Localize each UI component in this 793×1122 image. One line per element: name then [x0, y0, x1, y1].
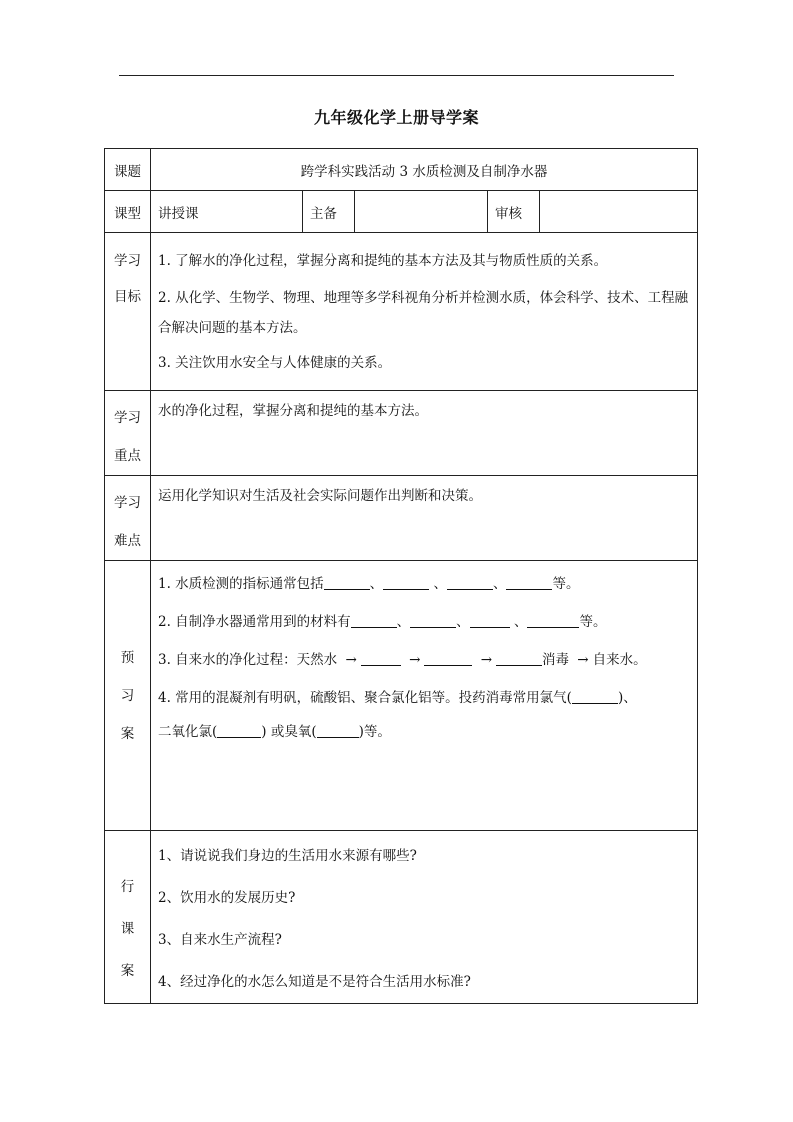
goals-row	[105, 233, 698, 391]
preview-label-char: 预	[120, 649, 135, 666]
key-label	[105, 391, 151, 476]
arrow-icon: →	[345, 652, 357, 668]
blank[interactable]	[317, 723, 359, 738]
blank[interactable]	[410, 613, 456, 628]
key-value: 水的净化过程，掌握分离和提纯的基本方法。	[151, 391, 698, 476]
blank[interactable]	[217, 723, 261, 738]
blank[interactable]	[351, 613, 397, 628]
arrow-icon: →	[409, 652, 421, 668]
lesson-content	[151, 831, 698, 1004]
topic-row	[105, 149, 698, 191]
key-label-line2: 重点	[114, 448, 141, 464]
lesson-label-char: 案	[120, 963, 135, 979]
goals-label-line1: 学习	[114, 253, 141, 269]
difficulty-value: 运用化学知识对生活及社会实际问题作出判断和决策。	[151, 476, 698, 561]
blank[interactable]	[447, 575, 493, 590]
goal-item: 2. 从化学、生物学、物理、地理等多学科视角分析并检测水质，体会科学、技术、工程融合解决问题的基本方法。	[158, 290, 689, 336]
arrow-icon: →	[577, 652, 589, 668]
lesson-row	[105, 831, 698, 1004]
blank[interactable]	[361, 651, 401, 666]
goals-label	[105, 233, 151, 391]
header-rule	[119, 75, 674, 76]
difficulty-row	[105, 476, 698, 561]
difficulty-label	[105, 476, 151, 561]
blank[interactable]	[324, 575, 370, 590]
blank[interactable]	[383, 575, 429, 590]
lesson-label	[105, 831, 151, 1004]
lesson-item: 3、自来水生产流程?	[158, 932, 282, 948]
difficulty-label-line2: 难点	[114, 533, 141, 549]
preview-content	[151, 561, 698, 831]
blank[interactable]	[424, 651, 472, 666]
page-title: 九年级化学上册导学案	[313, 108, 479, 127]
preview-q2: 2. 自制净水器通常用到的材料有 、 、 、 等。	[158, 614, 607, 630]
key-row	[105, 391, 698, 476]
type-value: 讲授课	[151, 191, 303, 233]
goal-item: 3. 关注饮用水安全与人体健康的关系。	[158, 355, 392, 371]
lesson-item: 4、经过净化的水怎么知道是不是符合生活用水标准?	[158, 974, 471, 990]
preview-q4: 4. 常用的混凝剂有明矾，硫酸铝、聚合氯化铝等。投药消毒常用氯气( )、 二氧化氯( ) 或臭氧( )等。	[158, 690, 637, 740]
lesson-label-char: 行	[120, 879, 135, 895]
key-label-line1: 学习	[114, 410, 141, 426]
preview-row	[105, 561, 698, 831]
lesson-item: 2、饮用水的发展历史?	[158, 890, 296, 906]
blank[interactable]	[527, 613, 579, 628]
goal-item: 1. 了解水的净化过程，掌握分离和提纯的基本方法及其与物质性质的关系。	[158, 253, 608, 269]
difficulty-label-line1: 学习	[114, 495, 141, 511]
topic-label: 课题	[105, 149, 151, 191]
blank[interactable]	[470, 613, 510, 628]
lesson-item: 1、请说说我们身边的生活用水来源有哪些?	[158, 848, 417, 864]
review-value	[540, 191, 698, 233]
topic-value: 跨学科实践活动 3 水质检测及自制净水器	[151, 149, 698, 191]
type-row	[105, 191, 698, 233]
blank[interactable]	[496, 651, 542, 666]
preview-q1: 1. 水质检测的指标通常包括 、 、 、 等。	[158, 576, 580, 592]
preview-label	[105, 561, 151, 831]
review-label: 审核	[488, 191, 540, 233]
arrow-icon: →	[480, 652, 492, 668]
goals-content	[151, 233, 698, 391]
type-label: 课型	[105, 191, 151, 233]
preview-q3: 3. 自来水的净化过程：天然水 → → → 消毒 → 自来水。	[158, 652, 647, 668]
blank[interactable]	[506, 575, 552, 590]
goals-label-line2: 目标	[114, 289, 141, 305]
preview-label-char: 习	[120, 687, 135, 704]
preview-label-char: 案	[120, 725, 135, 742]
lesson-label-char: 课	[120, 921, 135, 937]
host-value	[355, 191, 488, 233]
host-label: 主备	[303, 191, 355, 233]
blank[interactable]	[572, 689, 618, 704]
lesson-plan-table	[104, 148, 698, 1004]
